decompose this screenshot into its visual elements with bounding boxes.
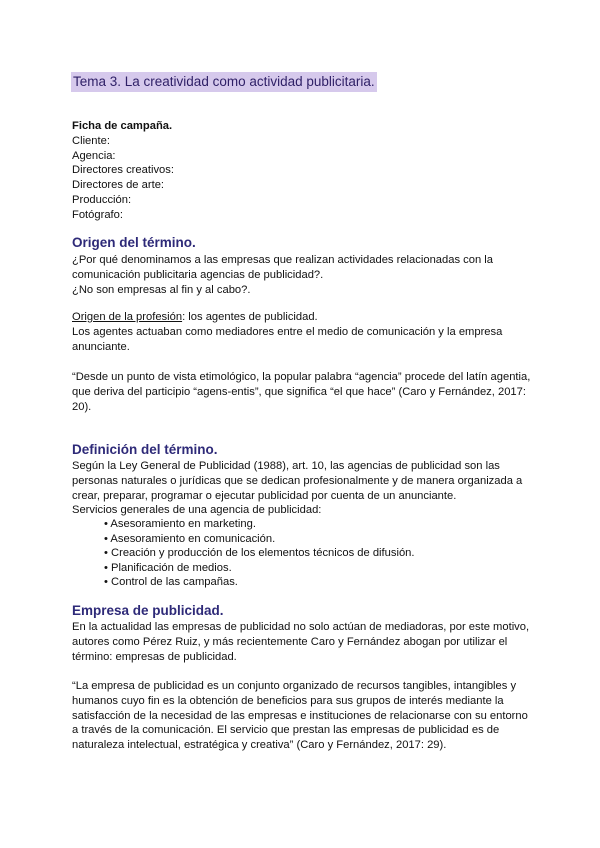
origen-questions	[72, 253, 532, 297]
ficha-field-produccion: Producción:	[72, 193, 132, 206]
ficha-heading: Ficha de campaña.	[72, 120, 173, 132]
list-item: • Control de las campañas.	[104, 575, 415, 590]
definicion-section	[72, 459, 532, 518]
list-item: • Planificación de medios.	[104, 561, 415, 576]
servicios-intro: Servicios generales de una agencia de publicidad:	[72, 504, 322, 517]
list-item: • Creación y producción de los elementos técnicos de difusión.	[104, 546, 415, 561]
ficha-field-directores-arte: Directores de arte:	[72, 179, 165, 192]
agentes-text: Los agentes actuaban como mediadores entre el medio de comunicación y la empresa anunciante.	[72, 325, 503, 353]
list-item: • Asesoramiento en comunicación.	[104, 532, 415, 547]
profesion-label: Origen de la profesión	[72, 311, 183, 323]
page-title: Tema 3. La creatividad como actividad publicitaria.	[71, 72, 377, 92]
ficha-field-fotografo: Fotógrafo:	[72, 208, 123, 221]
empresa-quote: “La empresa de publicidad es un conjunto organizado de recursos tangibles, intangibles y humanos cuyo fin es la obtención de beneficios para sus grupos de interés mediante la satisfacción de la necesidad de las empresas e instituciones de relacionarse con su entorno a través de la comunicación. El servicio que prestan las empresas de publicidad es de naturaleza intelectual, estratégica y creativa” (Caro y Fernández, 2017: 29).	[72, 680, 528, 752]
servicios-list	[104, 517, 415, 590]
origen-question-2: ¿No son empresas al fin y al cabo?.	[72, 283, 251, 296]
ficha-field-directores-creativos: Directores creativos:	[72, 164, 174, 177]
origen-question-1: ¿Por qué denominamos a las empresas que realizan actividades relacionadas con la comunicación publicitaria agencias de publicidad?.	[72, 254, 494, 281]
list-item: • Asesoramiento en marketing.	[104, 517, 415, 532]
empresa-heading: Empresa de publicidad.	[72, 603, 224, 618]
origen-profesion	[72, 310, 532, 354]
ficha-section	[72, 119, 532, 223]
definicion-heading: Definición del término.	[72, 442, 218, 457]
origen-heading: Origen del término.	[72, 235, 196, 250]
ficha-field-cliente: Cliente:	[72, 134, 110, 147]
ficha-field-agencia: Agencia:	[72, 149, 116, 162]
empresa-text: En la actualidad las empresas de publicidad no solo actúan de mediadoras, por este motivo, autores como Pérez Ruiz, y más recientemente Caro y Fernández abogan por utilizar el término: empresas de publicidad.	[72, 621, 530, 663]
origen-quote: “Desde un punto de vista etimológico, la popular palabra “agencia” procede del latín agentia, que deriva del participio “agens-entis”, que significa “el que hace” (Caro y Fernández, 2017: 20).	[72, 371, 531, 413]
profesion-text: : los agentes de publicidad.	[182, 311, 318, 323]
definicion-text: Según la Ley General de Publicidad (1988), art. 10, las agencias de publicidad son las personas naturales o jurídicas que se dedican profesionalmente y de manera organizada a crear, preparar, programar o ejecutar publicidad por cuenta de un anunciante.	[72, 460, 523, 502]
